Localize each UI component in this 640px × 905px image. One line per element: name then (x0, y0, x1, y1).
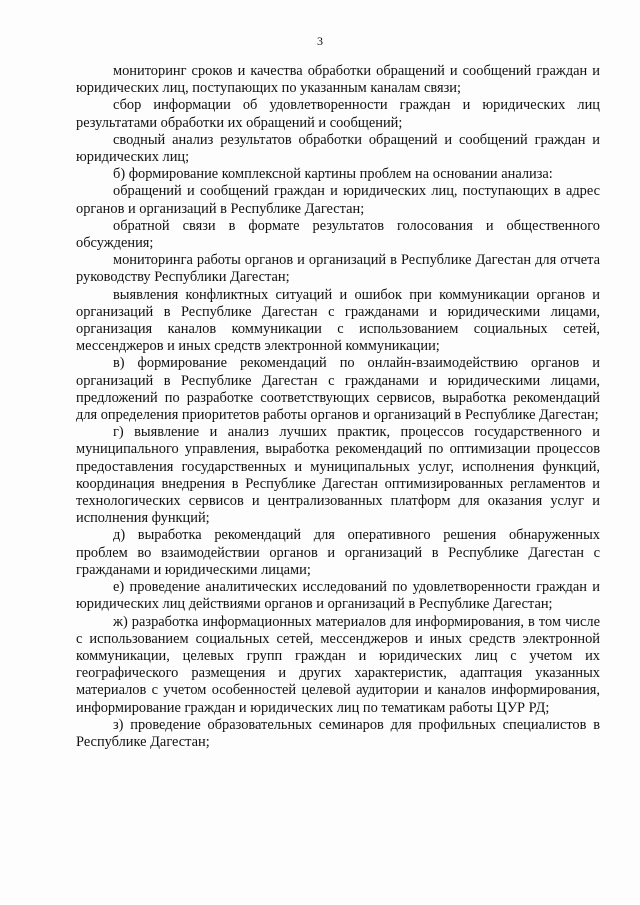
paragraph-item-b: б) формирование комплексной картины проблем на основании анализа: (113, 166, 553, 183)
paragraph-monitoring-deadlines: мониторинг сроков и качества обработки обращений и сообщений граждан и юридических лиц, поступающих по указанным каналам связи; (76, 63, 600, 97)
paragraph-item-e: е) проведение аналитических исследований по удовлетворенности граждан и юридических лиц действиями органов и организаций в Республике Дагестан; (76, 579, 600, 613)
paragraph-feedback: обратной связи в формате результатов голосования и общественного обсуждения; (76, 217, 600, 252)
paragraph-appeals-analysis: обращений и сообщений граждан и юридических лиц, поступающих в адрес органов и организаций в Республике Дагестан; (76, 183, 600, 217)
paragraph-item-d: д) выработка рекомендаций для оперативного решения обнаруженных проблем во взаимодействии органов и организаций в Республике Дагестан с гражданами и юридическими лицами; (76, 527, 600, 578)
document-body (76, 63, 600, 751)
paragraph-summary-analysis: сводный анализ результатов обработки обращений и сообщений граждан и юридических лиц; (76, 131, 600, 166)
paragraph-monitoring-work: мониторинга работы органов и организаций в Республике Дагестан для отчета руководству Республики Дагестан; (76, 252, 600, 286)
paragraph-conflicts: выявления конфликтных ситуаций и ошибок при коммуникации органов и организаций в Республике Дагестан с гражданами и юридическими лицами, организация каналов коммуникации с использованием социальных сетей, мессенджеров и иных средств электронной коммуникации; (76, 286, 600, 355)
paragraph-item-v: в) формирование рекомендаций по онлайн-взаимодействию органов и организаций в Республике Дагестан с гражданами и юридическими лицами, предложений по разработке соответствующих сервисов, выработка рекомендаций для определения приоритетов работы органов и организаций в Республике Дагестан; (76, 355, 600, 424)
paragraph-item-zh: ж) разработка информационных материалов для информирования, в том числе с использованием социальных сетей, мессенджеров и иных средств электронной коммуникации, целевых групп граждан и юридических лиц с учетом их географического размещения и других характеристик, адаптация указанных материалов с учетом особенностей целевой аудитории и каналов информирования, информирование граждан и юридических лиц по тематикам работы ЦУР РД; (76, 613, 600, 716)
paragraph-item-z: з) проведение образовательных семинаров для профильных специалистов в Республике Дагестан; (76, 716, 600, 750)
paragraph-item-g: г) выявление и анализ лучших практик, процессов государственного и муниципального управления, выработка рекомендаций по оптимизации процессов предоставления государственных и муниципальных услуг, исполнения функций, координация внедрения в Республике Дагестан оптимизированных регламентов и технологических сервисов и централизованных платформ для оказания услуг и исполнения функций; (76, 424, 600, 527)
page-number: 3 (317, 34, 323, 48)
paragraph-satisfaction-info: сбор информации об удовлетворенности граждан и юридических лиц результатами обработки их обращений и сообщений; (76, 97, 600, 131)
